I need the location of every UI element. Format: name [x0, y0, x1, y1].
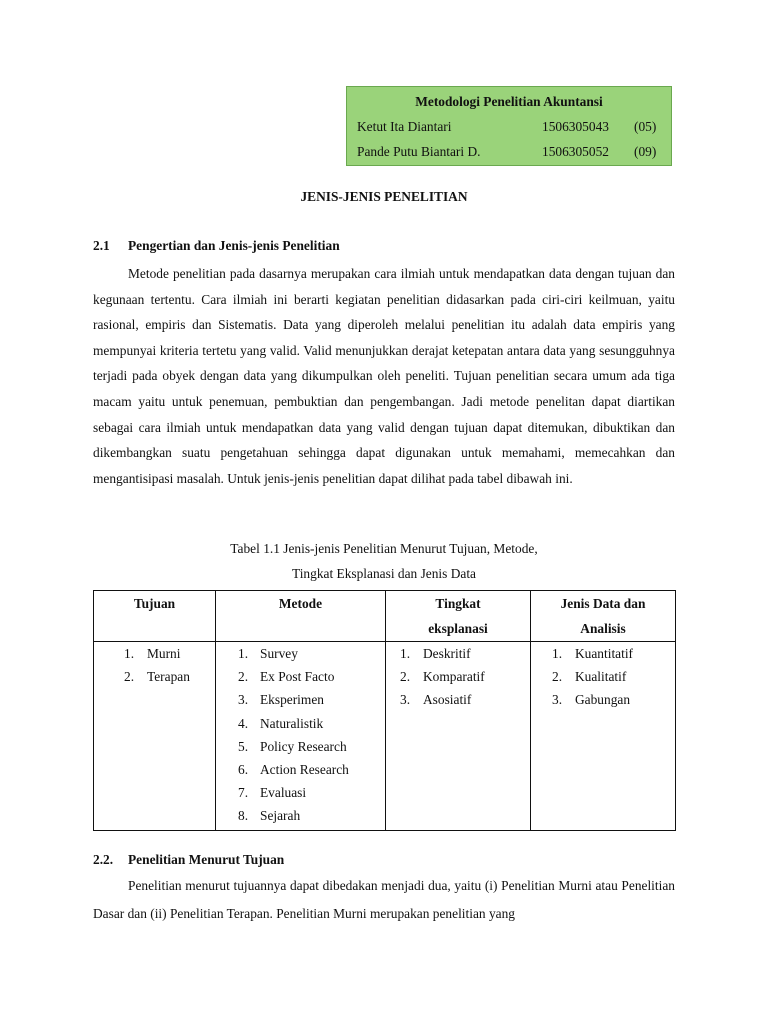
- table-cell: [216, 642, 386, 831]
- table-cell: [94, 642, 216, 831]
- list-item: [386, 665, 530, 688]
- author-info-box: [346, 86, 672, 166]
- list-item: [531, 665, 675, 688]
- list-item: [216, 688, 385, 711]
- list-item-text: Komparatif: [423, 669, 485, 685]
- section-heading: [93, 238, 675, 256]
- list-item-number: 2.: [552, 669, 563, 685]
- list-item: [531, 642, 675, 665]
- list-item: [386, 688, 530, 711]
- table-row: [94, 642, 676, 831]
- list-item-text: Action Research: [260, 761, 349, 777]
- list-item-number: 3.: [238, 692, 249, 708]
- list-item: [94, 642, 215, 665]
- paragraph-text: Metode penelitian pada dasarnya merupakan cara ilmiah untuk mendapatkan data dengan tujuan dan kegunaan tertentu. Cara ilmiah ini berarti kegiatan penelitian didasarkan pada ciri-ciri keilmuan, yaitu rasional, empiris dan Sistematis. Data yang diperoleh melalui penelitian itu adalah data empiris yang mempunyai kriteria tertetu yang valid. Valid menunjukkan derajat ketepatan antara data yang sesungguhnya terjadi pada obyek dengan data yang dikumpulkan oleh peneliti. Tujuan penelitian secara umum ada tiga macam yaitu untuk penemuan, pembuktian dan pengembangan. Jadi metode penelitan dapat diartikan sebagai cara ilmiah untuk mendapatkan data yang valid dengan tujuan dapat ditemukan, dibuktikan dan dikembangkan suatu pengetahuan sehingga dapat digunakan untuk memahami, memecahkan dan mengantisipasi masalah. Untuk jenis-jenis penelitian dapat dilihat pada tabel dibawah ini.: [93, 266, 675, 486]
- list-item-number: 7.: [238, 785, 249, 801]
- list-item-text: Murni: [147, 646, 181, 661]
- table-cell: [531, 642, 676, 831]
- list-item-text: Asosiatif: [423, 692, 472, 708]
- list-item-text: Terapan: [147, 669, 190, 685]
- document-title: JENIS-JENIS PENELITIAN: [300, 189, 468, 204]
- list-item-text: Eksperimen: [260, 692, 324, 708]
- list-item: [386, 642, 530, 665]
- section-paragraph: [93, 261, 675, 491]
- list-item: [216, 804, 385, 827]
- list-item-number: 1.: [400, 646, 411, 661]
- list-item-number: 4.: [238, 715, 249, 731]
- author-number: (05): [634, 119, 657, 134]
- list-item: [531, 688, 675, 711]
- author-nim: 1506305052: [542, 144, 609, 159]
- research-types-table: [93, 590, 676, 831]
- list-item: [216, 758, 385, 781]
- list-item-text: Evaluasi: [260, 785, 307, 801]
- section-title: Pengertian dan Jenis-jenis Penelitian: [128, 238, 340, 253]
- table-header-row: [94, 591, 676, 642]
- table-caption-line: Tabel 1.1 Jenis-jenis Penelitian Menurut Tujuan, Metode,: [230, 541, 538, 556]
- table-caption-line: Tingkat Eksplanasi dan Jenis Data: [292, 566, 476, 581]
- list-item-number: 8.: [238, 808, 249, 824]
- section-heading: [93, 852, 675, 870]
- list-item: [216, 781, 385, 804]
- table-cell: [386, 642, 531, 831]
- list-item-number: 1.: [124, 646, 135, 661]
- section-number: 2.1: [93, 238, 110, 253]
- author-name: Pande Putu Biantari D.: [357, 144, 481, 159]
- list-item: [94, 665, 215, 688]
- list-item: [216, 665, 385, 688]
- author-number: (09): [634, 144, 657, 159]
- list-item-number: 1.: [552, 646, 563, 661]
- section-number: 2.2.: [93, 852, 114, 867]
- list-item-text: Sejarah: [260, 808, 301, 824]
- list-item: [216, 642, 385, 665]
- section-title: Penelitian Menurut Tujuan: [128, 852, 285, 867]
- list-item: [216, 735, 385, 758]
- list-item-number: 3.: [552, 692, 563, 708]
- author-nim: 1506305043: [542, 119, 609, 134]
- list-item-text: Ex Post Facto: [260, 669, 335, 685]
- list-item-number: 2.: [238, 669, 249, 685]
- list-item-text: Policy Research: [260, 738, 347, 754]
- column-header: Tingkat eksplanasi: [386, 591, 531, 642]
- list-item-number: 2.: [400, 669, 411, 685]
- list-item-text: Kualitatif: [575, 669, 627, 685]
- column-header: Tujuan: [94, 591, 216, 642]
- list-item-text: Survey: [260, 646, 298, 661]
- list-item: [216, 712, 385, 735]
- list-item-text: Gabungan: [575, 692, 631, 708]
- column-header: Metode: [216, 591, 386, 642]
- list-item-text: Naturalistik: [260, 715, 324, 731]
- author-row: [357, 119, 661, 137]
- list-item-number: 1.: [238, 646, 249, 661]
- list-item-number: 6.: [238, 761, 249, 777]
- column-header: Jenis Data dan Analisis: [531, 591, 676, 642]
- section-paragraph: [93, 872, 675, 928]
- course-title: Metodologi Penelitian Akuntansi: [415, 94, 603, 109]
- list-item-number: 5.: [238, 738, 249, 754]
- author-row: [357, 144, 661, 162]
- paragraph-text: Penelitian menurut tujuannya dapat dibedakan menjadi dua, yaitu (i) Penelitian Murni atau Penelitian Dasar dan (ii) Penelitian Terapan. Penelitian Murni merupakan penelitian yang: [93, 878, 675, 921]
- list-item-number: 3.: [400, 692, 411, 708]
- list-item-text: Deskritif: [423, 646, 471, 661]
- author-name: Ketut Ita Diantari: [357, 119, 452, 134]
- list-item-number: 2.: [124, 669, 135, 685]
- list-item-text: Kuantitatif: [575, 646, 634, 661]
